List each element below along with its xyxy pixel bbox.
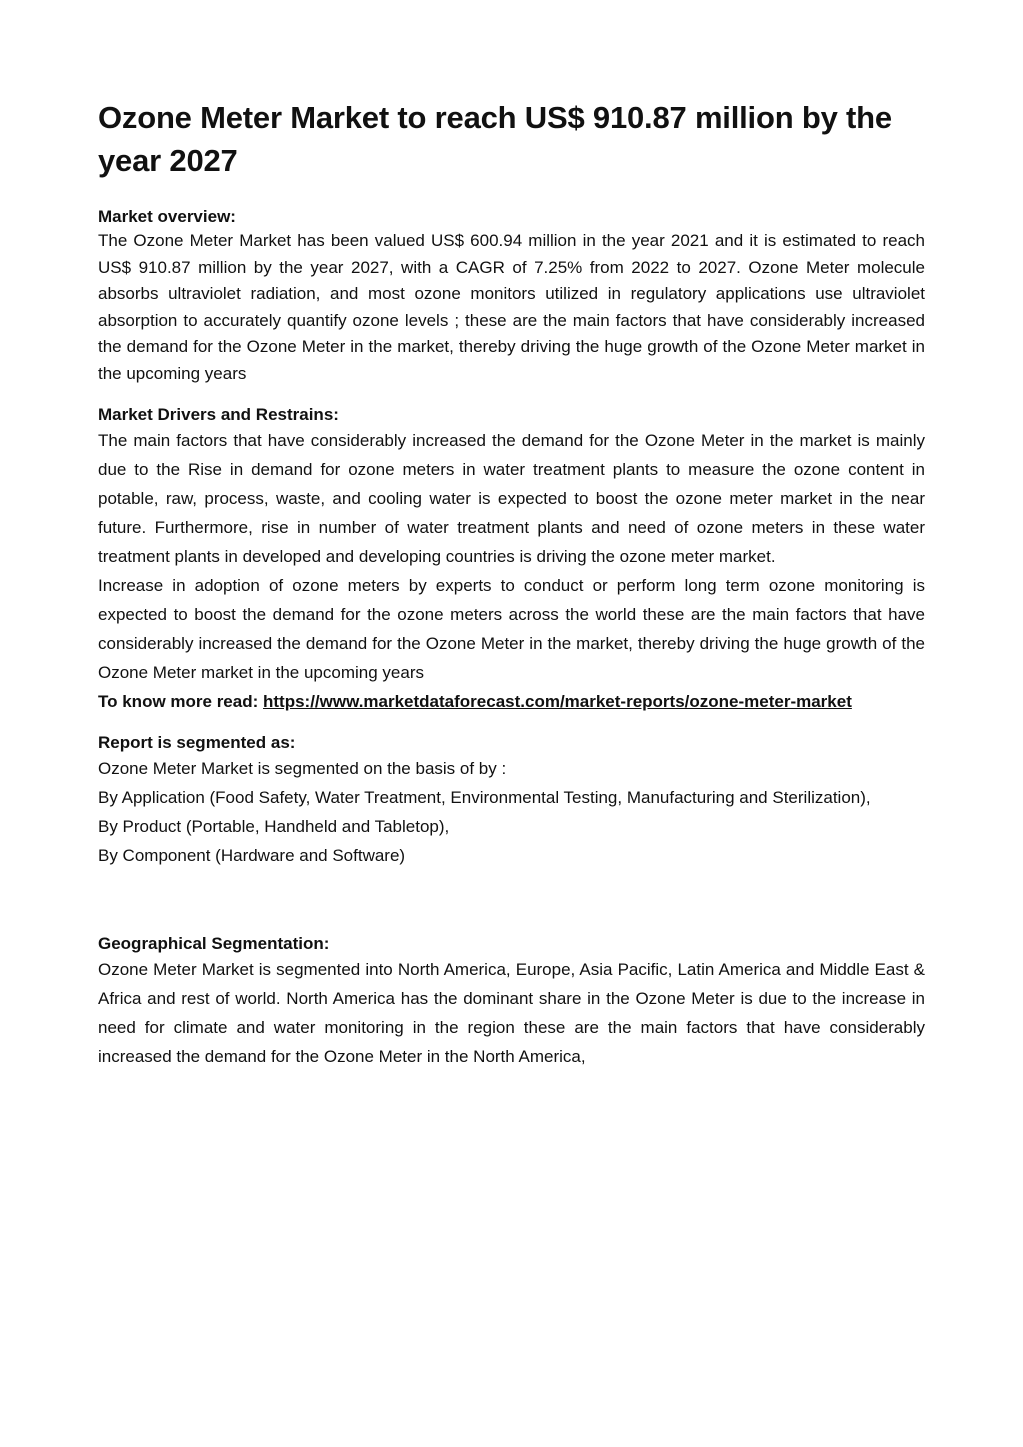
read-more-label: To know more read: [98, 691, 263, 711]
segment-by-application: By Application (Food Safety, Water Treatment, Environmental Testing, Manufacturing and Sterilization), [98, 787, 871, 807]
market-drivers-paragraph-2: Increase in adoption of ozone meters by experts to conduct or perform long term ozone monitoring is expected to boost the demand for the ozone meters across the world these are the main factors that have considerably increased the demand for the Ozone Meter in the market, thereby driving the huge growth of the Ozone Meter market in the upcoming years [98, 575, 925, 682]
document-title: Ozone Meter Market to reach US$ 910.87 million by the year 2027 [98, 100, 892, 178]
segment-by-component: By Component (Hardware and Software) [98, 845, 406, 865]
market-drivers-paragraph-1: The main factors that have considerably increased the demand for the Ozone Meter in the market is mainly due to the Rise in demand for ozone meters in water treatment plants to measure the ozone content in potable, raw, process, waste, and cooling water is expected to boost the ozone meter market in the near future. Furthermore, rise in number of water treatment plants and need of ozone meters in these water treatment plants in developed and developing countries is driving the ozone meter market. [98, 430, 925, 566]
document-page [98, 96, 925, 1071]
market-overview-heading: Market overview: [98, 207, 236, 226]
report-segmented-heading: Report is segmented as: [98, 732, 296, 752]
segment-by-product: By Product (Portable, Handheld and Tabletop), [98, 816, 450, 836]
read-more-paragraph [98, 687, 925, 716]
geographical-segmentation-paragraph: Ozone Meter Market is segmented into North America, Europe, Asia Pacific, Latin America and Middle East & Africa and rest of world. North America has the dominant share in the Ozone Meter is due to the increase in need for climate and water monitoring in the region these are the main factors that have considerably increased the demand for the Ozone Meter in the North America, [98, 959, 925, 1066]
report-link[interactable]: https://www.marketdataforecast.com/market-reports/ozone-meter-market [263, 691, 852, 711]
segmentation-intro: Ozone Meter Market is segmented on the basis of by : [98, 758, 507, 778]
market-drivers-heading: Market Drivers and Restrains: [98, 404, 339, 424]
market-overview-paragraph: The Ozone Meter Market has been valued US$ 600.94 million in the year 2021 and it is estimated to reach US$ 910.87 million by the year 2027, with a CAGR of 7.25% from 2022 to 2027. Ozone Meter molecule absorbs ultraviolet radiation, and most ozone monitors utilized in regulatory applications use ultraviolet absorption to accurately quantify ozone levels ; these are the main factors that have considerably increased the demand for the Ozone Meter in the market, thereby driving the huge growth of the Ozone Meter market in the upcoming years [98, 231, 925, 383]
geographical-segmentation-heading: Geographical Segmentation: [98, 933, 330, 953]
